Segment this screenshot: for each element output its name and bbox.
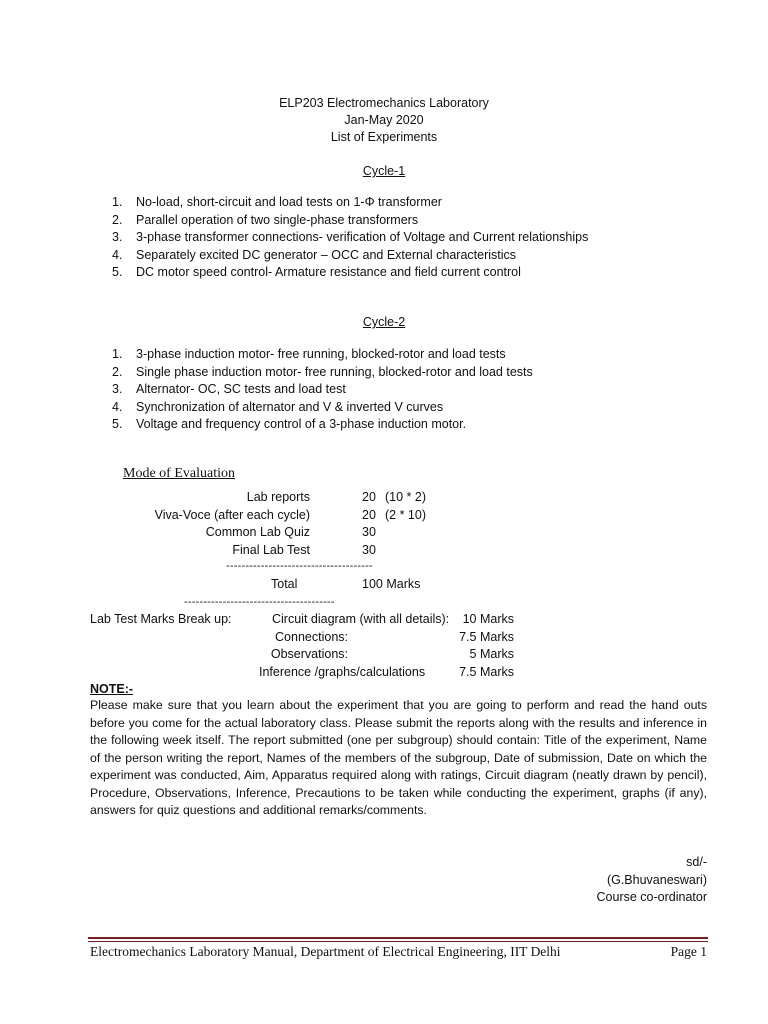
cycle1-list — [112, 194, 588, 282]
list-item — [112, 381, 533, 399]
item-text: Voltage and frequency control of a 3-phase induction motor. — [136, 417, 467, 431]
semester: Jan-May 2020 — [344, 113, 424, 127]
item-text: No-load, short-circuit and load tests on 1-Φ transformer — [136, 195, 442, 209]
evaluation-separator: -------------------------------------- — [226, 560, 373, 572]
item-number: 4. — [112, 247, 123, 262]
list-item — [112, 229, 588, 247]
breakup-heading: Lab Test Marks Break up: — [90, 612, 232, 626]
item-text: 3-phase induction motor- free running, blocked-rotor and load tests — [136, 347, 506, 361]
signature-sd: sd/- — [686, 855, 707, 869]
eval-row-value: 30 — [362, 543, 376, 557]
item-text: Synchronization of alternator and V & inverted V curves — [136, 399, 444, 414]
item-number: 3. — [112, 382, 123, 396]
eval-row-label: Final Lab Test — [232, 543, 310, 557]
course-title: ELP203 Electromechanics Laboratory — [279, 96, 489, 110]
evaluation-title: Mode of Evaluation — [123, 466, 235, 481]
list-item — [112, 399, 533, 417]
breakup-row-label: Inference /graphs/calculations — [259, 665, 426, 679]
breakup-row-value: 7.5 Marks — [459, 630, 514, 644]
cycle2-heading-text: Cycle-2 — [362, 315, 406, 329]
item-number: 1. — [112, 347, 123, 361]
cycle1-heading-text: Cycle-1 — [362, 164, 406, 178]
breakup-row-value: 10 Marks — [462, 612, 514, 626]
item-text: Single phase induction motor- free running, blocked-rotor and load tests — [136, 364, 533, 379]
total-label: Total — [271, 577, 298, 591]
item-text: Separately excited DC generator – OCC and External characteristics — [136, 247, 517, 262]
note-body: Please make sure that you learn about the experiment that you are going to perform and read the hand outs before you come for the actual laboratory class. Please submit the reports along with the results and inference in the following week itself. The report submitted (one per subgroup) should contain: Title of the experiment, Name of the person writing the report, Names of the members of the subgroup, Date of submission, Date on which the experiment was conducted, Aim, Apparatus required along with ratings, Circuit diagram (neatly drawn by pencil), Procedure, Observations, Inference, Precautions to be taken while conducting the experiment, graphs (if any), answers for quiz questions and additional remarks/comments. — [90, 698, 707, 817]
eval-row-label: Lab reports — [246, 490, 310, 504]
item-number: 1. — [112, 195, 123, 209]
eval-row-label: Viva-Voce (after each cycle) — [154, 508, 310, 522]
footer-rule-thin — [88, 941, 708, 942]
page-number: Page 1 — [670, 944, 707, 959]
item-number: 4. — [112, 399, 123, 414]
list-item — [112, 194, 588, 212]
item-number: 5. — [112, 417, 123, 431]
eval-row-value: 20 — [362, 508, 376, 522]
breakup-row-label: Circuit diagram (with all details): — [272, 612, 450, 626]
list-item — [112, 416, 533, 434]
list-title: List of Experiments — [330, 130, 438, 144]
list-item — [112, 212, 588, 230]
note-heading: NOTE:- — [90, 682, 134, 696]
footer-text: Electromechanics Laboratory Manual, Department of Electrical Engineering, IIT Delhi — [90, 944, 561, 959]
item-number: 3. — [112, 230, 123, 244]
eval-row-note: (10 * 2) — [385, 490, 426, 504]
total-separator: --------------------------------------- — [184, 596, 335, 608]
item-text: 3-phase transformer connections- verification of Voltage and Current relationships — [136, 230, 589, 244]
eval-row-value: 30 — [362, 525, 376, 539]
cycle2-heading — [0, 314, 768, 330]
breakup-row-value: 5 Marks — [469, 647, 514, 661]
breakup-row-label: Connections: — [275, 630, 348, 644]
cycle2-list — [112, 346, 533, 434]
item-number: 2. — [112, 364, 123, 379]
footer-rule-thick — [88, 937, 708, 939]
cycle1-heading — [0, 163, 768, 179]
item-number: 2. — [112, 212, 123, 227]
breakup-row-label: Observations: — [270, 647, 348, 661]
breakup-row-value: 7.5 Marks — [459, 665, 514, 679]
item-number: 5. — [112, 265, 123, 279]
item-text: Alternator- OC, SC tests and load test — [136, 382, 346, 396]
eval-row-label: Common Lab Quiz — [205, 525, 310, 539]
list-item — [112, 247, 588, 265]
total-value: 100 Marks — [362, 577, 421, 591]
eval-row-value: 20 — [362, 490, 376, 504]
eval-row-note: (2 * 10) — [385, 508, 426, 522]
list-item — [112, 264, 588, 282]
list-item — [112, 364, 533, 382]
list-item — [112, 346, 533, 364]
item-text: DC motor speed control- Armature resistance and field current control — [136, 265, 521, 279]
item-text: Parallel operation of two single-phase transformers — [136, 212, 419, 227]
signature-role: Course co-ordinator — [596, 890, 707, 904]
signature-name: (G.Bhuvaneswari) — [606, 873, 707, 887]
